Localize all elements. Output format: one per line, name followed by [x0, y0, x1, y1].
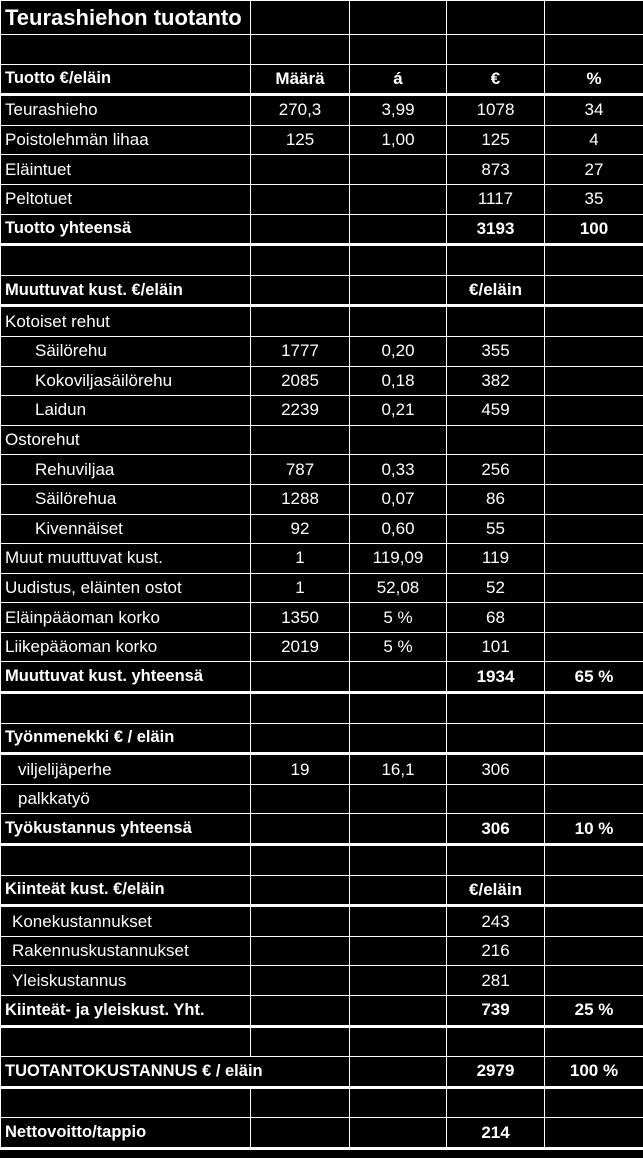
cell-value: €/eläin: [447, 275, 545, 306]
table-row: [1, 425, 643, 455]
cell-value: [350, 1118, 447, 1149]
cell-value: 65 %: [545, 662, 643, 693]
cell-value: [251, 814, 350, 845]
cell-value: [251, 245, 350, 276]
cell-value: 1934: [447, 662, 545, 693]
cell-value: 125: [251, 125, 350, 155]
table-row: [1, 814, 643, 845]
row-label: Tuotto yhteensä: [1, 214, 251, 245]
cell-value: [545, 544, 643, 574]
cell-value: [447, 1087, 545, 1118]
cell-value: 1: [251, 544, 350, 574]
cell-value: 25 %: [545, 996, 643, 1027]
cell-value: Määrä: [251, 64, 350, 95]
cell-value: [545, 603, 643, 633]
cell-value: 0,60: [350, 514, 447, 544]
cell-value: [350, 306, 447, 337]
cell-value: [251, 966, 350, 996]
cell-value: [350, 784, 447, 814]
cell-value: 16,1: [350, 754, 447, 785]
cell-value: 5 %: [350, 603, 447, 633]
row-label: [1, 35, 251, 65]
cell-value: [350, 906, 447, 937]
cell-value: [447, 306, 545, 337]
cell-value: [545, 966, 643, 996]
cell-value: [447, 693, 545, 724]
cell-value: 382: [447, 366, 545, 396]
cell-value: 1,00: [350, 125, 447, 155]
cell-value: %: [545, 64, 643, 95]
cell-value: 1078: [447, 95, 545, 126]
cell-value: [545, 693, 643, 724]
cell-value: [447, 425, 545, 455]
row-label: Rakennuskustannukset: [1, 936, 251, 966]
row-label: Laidun: [1, 396, 251, 426]
cell-value: 3193: [447, 214, 545, 245]
cell-value: 92: [251, 514, 350, 544]
table-row: [1, 306, 643, 337]
table-row: [1, 214, 643, 245]
cell-value: [350, 35, 447, 65]
row-label: Poistolehmän lihaa: [1, 125, 251, 155]
cell-value: [545, 723, 643, 754]
cell-value: 4: [545, 125, 643, 155]
row-label: Kivennäiset: [1, 514, 251, 544]
cell-value: 0,07: [350, 484, 447, 514]
cell-value: [251, 845, 350, 876]
cell-value: 216: [447, 936, 545, 966]
cell-value: [545, 35, 643, 65]
cell-value: 3,99: [350, 95, 447, 126]
table-row: [1, 1087, 643, 1118]
table-title: Teurashiehon tuotanto: [1, 1, 251, 35]
cell-value: [350, 1026, 447, 1057]
row-label: Konekustannukset: [1, 906, 251, 937]
cell-value: 27: [545, 155, 643, 185]
table-row: [1, 336, 643, 366]
cell-value: [350, 996, 447, 1027]
cell-value: 306: [447, 754, 545, 785]
cell-value: 52,08: [350, 573, 447, 603]
cell-value: 1777: [251, 336, 350, 366]
cell-value: 119,09: [350, 544, 447, 574]
cell-value: 34: [545, 95, 643, 126]
table-row: [1, 662, 643, 693]
cell-value: [545, 906, 643, 937]
cell-value: 2979: [447, 1057, 545, 1088]
row-label: Kiinteät kust. €/eläin: [1, 875, 251, 906]
table-row: [1, 693, 643, 724]
cell-value: [545, 754, 643, 785]
table-row: [1, 936, 643, 966]
cell-value: 55: [447, 514, 545, 544]
row-label: Peltotuet: [1, 184, 251, 214]
table-row: [1, 754, 643, 785]
cell-value: [251, 1118, 350, 1149]
cell-value: [545, 455, 643, 485]
table-row: [1, 603, 643, 633]
row-label: Muut muuttuvat kust.: [1, 544, 251, 574]
table-row: [1, 1118, 643, 1149]
table-row: [1, 1026, 643, 1057]
cell-value: [350, 814, 447, 845]
cell-value: [545, 784, 643, 814]
table-row: [1, 906, 643, 937]
cell-value: [350, 875, 447, 906]
cell-value: 101: [447, 632, 545, 662]
cell-value: 2019: [251, 632, 350, 662]
cell-value: 0,21: [350, 396, 447, 426]
cell-value: 270,3: [251, 95, 350, 126]
cell-value: [545, 366, 643, 396]
cell-value: [251, 306, 350, 337]
cell-value: 1350: [251, 603, 350, 633]
cell-value: 355: [447, 336, 545, 366]
cell-value: [545, 1087, 643, 1118]
table-row: [1, 996, 643, 1027]
row-label: Eläinpääoman korko: [1, 603, 251, 633]
row-label: Uudistus, eläinten ostot: [1, 573, 251, 603]
cell-value: [251, 662, 350, 693]
cell-value: [350, 1057, 447, 1088]
cell-value: [545, 245, 643, 276]
cell-value: 1117: [447, 184, 545, 214]
cell-value: 0,18: [350, 366, 447, 396]
row-label: Tuotto €/eläin: [1, 64, 251, 95]
cell-value: [545, 936, 643, 966]
row-label: Nettovoitto/tappio: [1, 1118, 251, 1149]
cell-value: [447, 35, 545, 65]
row-label: Kotoiset rehut: [1, 306, 251, 337]
cell-value: [251, 1026, 350, 1057]
cell-value: 119: [447, 544, 545, 574]
cell-value: [350, 245, 447, 276]
cell-value: [251, 155, 350, 185]
cell-value: [545, 336, 643, 366]
cell-value: 2085: [251, 366, 350, 396]
cell-value: 100: [545, 214, 643, 245]
table-row: [1, 366, 643, 396]
cell-value: 19: [251, 754, 350, 785]
cell-value: 0,20: [350, 336, 447, 366]
cell-value: [545, 573, 643, 603]
cell-value: [447, 723, 545, 754]
table-row: [1, 95, 643, 126]
cell-value: [251, 723, 350, 754]
cell-value: [545, 396, 643, 426]
cell-value: 68: [447, 603, 545, 633]
row-label: Säilörehua: [1, 484, 251, 514]
table-row: [1, 396, 643, 426]
table-row: [1, 632, 643, 662]
cell-value: [251, 936, 350, 966]
cell-value: [545, 275, 643, 306]
cell-value: 214: [447, 1118, 545, 1149]
cell-value: [447, 845, 545, 876]
cell-value: 459: [447, 396, 545, 426]
row-label: [1, 693, 251, 724]
cell-value: [350, 184, 447, 214]
cell-value: [251, 425, 350, 455]
cell-value: [545, 875, 643, 906]
title-row: [1, 1, 643, 35]
cell-value: 52: [447, 573, 545, 603]
cell-value: €: [447, 64, 545, 95]
cell-value: [447, 245, 545, 276]
row-label: Muuttuvat kust. €/eläin: [1, 275, 251, 306]
row-label: [1, 1026, 251, 1057]
cell-value: 739: [447, 996, 545, 1027]
cell-value: [545, 1118, 643, 1149]
cell-value: 0,33: [350, 455, 447, 485]
table-row: [1, 845, 643, 876]
cell-value: [251, 784, 350, 814]
cell-value: 787: [251, 455, 350, 485]
table-row: [1, 155, 643, 185]
cell-value: 100 %: [545, 1057, 643, 1088]
row-label: Ostorehut: [1, 425, 251, 455]
table-row: [1, 455, 643, 485]
cell-value: 86: [447, 484, 545, 514]
table-row: [1, 875, 643, 906]
row-label: Muuttuvat kust. yhteensä: [1, 662, 251, 693]
cell-value: [447, 1026, 545, 1057]
cell-value: [545, 514, 643, 544]
cell-value: [350, 214, 447, 245]
cell-value: 306: [447, 814, 545, 845]
table-row: [1, 64, 643, 95]
table-row: [1, 245, 643, 276]
cell-value: [545, 845, 643, 876]
cell-value: 256: [447, 455, 545, 485]
table-row: [1, 544, 643, 574]
row-label: Työkustannus yhteensä: [1, 814, 251, 845]
cell-value: [350, 723, 447, 754]
row-label: [1, 245, 251, 276]
cell-value: [350, 845, 447, 876]
row-label: Eläintuet: [1, 155, 251, 185]
row-label: Teurashieho: [1, 95, 251, 126]
table-row: [1, 184, 643, 214]
cell-value: 281: [447, 966, 545, 996]
cell-value: [251, 996, 350, 1027]
cell-value: 1288: [251, 484, 350, 514]
cell-value: [251, 214, 350, 245]
cell-value: [350, 425, 447, 455]
cell-value: [251, 184, 350, 214]
cell-value: 5 %: [350, 632, 447, 662]
cell-value: [350, 966, 447, 996]
cell-value: [251, 693, 350, 724]
table-row: [1, 514, 643, 544]
table-row: [1, 966, 643, 996]
row-label: TUOTANTOKUSTANNUS € / eläin: [1, 1057, 350, 1088]
cell-value: [545, 632, 643, 662]
cell-value: [350, 693, 447, 724]
row-label: Liikepääoman korko: [1, 632, 251, 662]
cell-value: 2239: [251, 396, 350, 426]
row-label: viljelijäperhe: [1, 754, 251, 785]
cell-value: [545, 484, 643, 514]
cell-value: [447, 784, 545, 814]
row-label: Kokoviljasäilörehu: [1, 366, 251, 396]
cell-value: [350, 1087, 447, 1118]
row-label: Kiinteät- ja yleiskust. Yht.: [1, 996, 251, 1027]
row-label: palkkatyö: [1, 784, 251, 814]
cell-value: 1: [251, 573, 350, 603]
row-label: Yleiskustannus: [1, 966, 251, 996]
row-label: Rehuviljaa: [1, 455, 251, 485]
cell-value: [545, 425, 643, 455]
cell-value: [251, 35, 350, 65]
cell-value: [350, 275, 447, 306]
cell-value: [350, 936, 447, 966]
cell-value: 125: [447, 125, 545, 155]
cell-value: 10 %: [545, 814, 643, 845]
table-row: [1, 573, 643, 603]
cell-value: [251, 275, 350, 306]
cell-value: [350, 662, 447, 693]
cell-value: [251, 875, 350, 906]
table-row: [1, 275, 643, 306]
cell-value: á: [350, 64, 447, 95]
cell-value: 35: [545, 184, 643, 214]
row-label: Säilörehu: [1, 336, 251, 366]
table-row: [1, 1057, 643, 1088]
table-row: [1, 784, 643, 814]
row-label: Työnmenekki € / eläin: [1, 723, 251, 754]
table-row: [1, 35, 643, 65]
table-row: [1, 484, 643, 514]
table-row: [1, 723, 643, 754]
cell-value: €/eläin: [447, 875, 545, 906]
table-row: [1, 125, 643, 155]
cell-value: [545, 306, 643, 337]
cell-value: [350, 155, 447, 185]
cell-value: 873: [447, 155, 545, 185]
cell-value: [251, 906, 350, 937]
cell-value: [251, 1087, 350, 1118]
cell-value: 243: [447, 906, 545, 937]
row-label: [1, 845, 251, 876]
row-label: [1, 1087, 251, 1118]
cell-value: [545, 1026, 643, 1057]
